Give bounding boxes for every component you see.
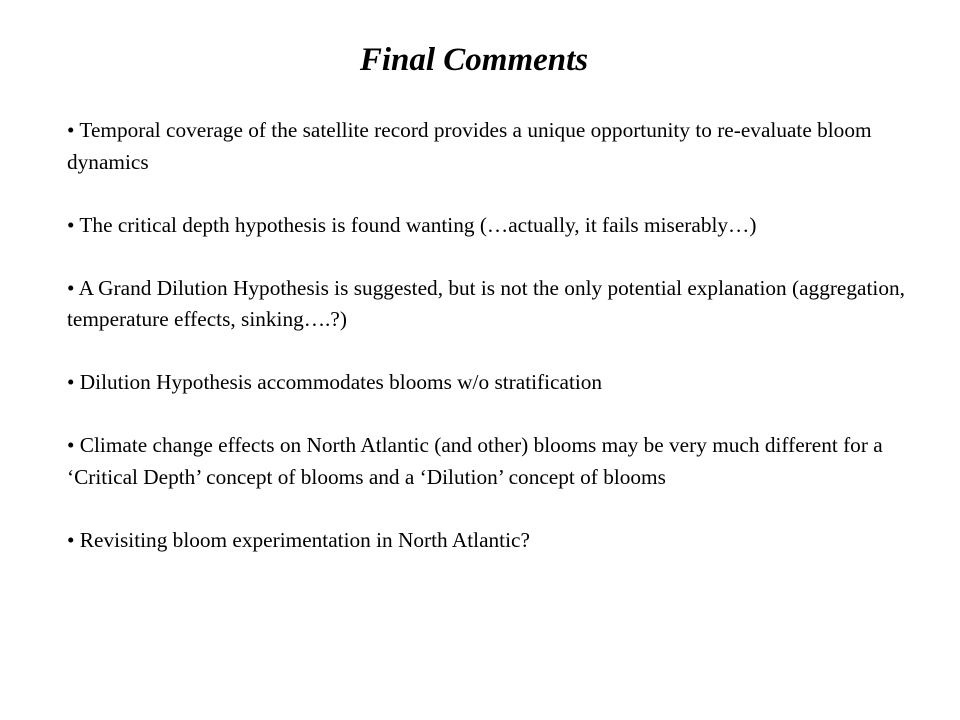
bullet-marker: • bbox=[67, 275, 75, 300]
bullet-item bbox=[67, 210, 917, 242]
bullet-marker: • bbox=[67, 212, 75, 237]
bullet-list bbox=[67, 115, 917, 556]
bullet-item bbox=[67, 273, 917, 336]
bullet-item bbox=[67, 115, 917, 178]
bullet-item bbox=[67, 367, 917, 399]
slide-title: Final Comments bbox=[359, 42, 589, 78]
bullet-text: Revisiting bloom experimentation in North Atlantic? bbox=[79, 527, 530, 552]
bullet-text: Climate change effects on North Atlantic (and other) blooms may be very much different for a ‘Critical Depth’ concept of blooms and a ‘Dilution’ concept of blooms bbox=[67, 433, 883, 489]
bullet-marker: • bbox=[67, 370, 75, 394]
bullet-text: The critical depth hypothesis is found wanting (…actually, it fails miserably…) bbox=[79, 212, 757, 237]
bullet-marker: • bbox=[67, 527, 75, 552]
bullet-text: Temporal coverage of the satellite record provides a unique opportunity to re-evaluate bloom dynamics bbox=[67, 118, 872, 174]
bullet-text: Dilution Hypothesis accommodates blooms w/o stratification bbox=[79, 370, 603, 394]
bullet-item bbox=[67, 525, 917, 557]
bullet-marker: • bbox=[67, 433, 75, 457]
bullet-text: A Grand Dilution Hypothesis is suggested, but is not the only potential explanation (aggregation, temperature effects, sinking….?) bbox=[67, 275, 905, 331]
bullet-marker: • bbox=[67, 118, 75, 142]
bullet-item bbox=[67, 430, 917, 493]
